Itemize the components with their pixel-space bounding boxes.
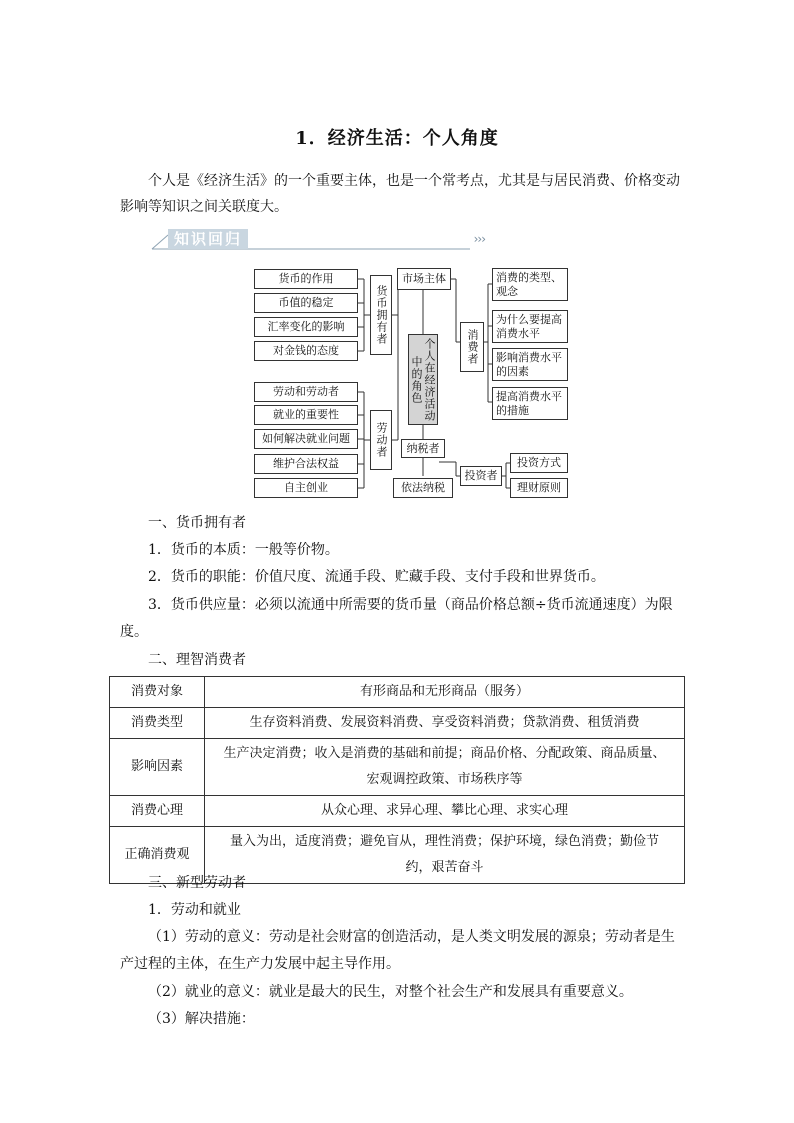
consumer-table xyxy=(109,676,685,884)
table-value-line: 约，艰苦奋斗 xyxy=(405,860,484,875)
section3-p1: （1）劳动的意义：劳动是社会财富的创造活动，是人类文明发展的源泉；劳动者是生 xyxy=(148,929,675,945)
node-finance-principles: 理财原则 xyxy=(510,478,568,498)
section1-item-3: 3．货币供应量：必须以流通中所需要的货币量（商品价格总额÷货币流通速度）为限 xyxy=(148,597,673,613)
node-individual-role: 个人在经济活动中的角色 xyxy=(408,334,438,425)
node-consumption-measures: 提高消费水平的措施 xyxy=(492,387,568,420)
section3-p2: （2）就业的意义：就业是最大的民生，对整个社会生产和发展具有重要意义。 xyxy=(148,984,633,1000)
table-row xyxy=(110,677,685,708)
table-value-line: 宏观调控政策、市场秩序等 xyxy=(366,772,523,787)
table-value-line: 生产决定消费；收入是消费的基础和前提；商品价格、分配政策、商品质量、 xyxy=(223,746,666,761)
node-currency-stability: 币值的稳定 xyxy=(254,293,358,313)
node-self-employment: 自主创业 xyxy=(254,478,358,498)
node-investor: 投资者 xyxy=(460,466,502,486)
intro-paragraph: 个人是《经济生活》的一个重要主体，也是一个常考点，尤其是与居民消费、价格变动影响等知识之间关联度大。 xyxy=(120,173,680,215)
table-row xyxy=(110,796,685,827)
table-row xyxy=(110,708,685,739)
table-value-line: 量入为出，适度消费；避免盲从，理性消费；保护环境，绿色消费；勤俭节 xyxy=(229,834,659,849)
section2-heading: 二、理智消费者 xyxy=(148,652,246,668)
node-investment-methods: 投资方式 xyxy=(510,453,568,473)
node-exchange-rate: 汇率变化的影响 xyxy=(254,317,358,337)
table-key: 影响因素 xyxy=(110,739,205,796)
node-pay-tax-lawfully: 依法纳税 xyxy=(393,478,453,498)
section1-item-3-cont: 度。 xyxy=(120,624,148,640)
chevron-right-icon: ››› xyxy=(473,232,485,246)
table-key: 消费心理 xyxy=(110,796,205,827)
table-value: 生存资料消费、发展资料消费、享受资料消费；贷款消费、租赁消费 xyxy=(205,708,685,739)
table-key: 正确消费观 xyxy=(110,827,205,884)
node-consumer: 消费者 xyxy=(460,322,484,372)
node-legal-rights: 维护合法权益 xyxy=(254,454,358,474)
banner-label: 知识回归 xyxy=(168,229,248,249)
node-laborer: 劳动者 xyxy=(370,410,392,470)
node-labor: 劳动和劳动者 xyxy=(254,382,358,402)
node-consumption-types: 消费的类型、观念 xyxy=(492,268,568,301)
section3-sub1: 1．劳动和就业 xyxy=(148,902,241,918)
node-solve-employment: 如何解决就业问题 xyxy=(254,429,358,449)
section3-p1-cont: 产过程的主体，在生产力发展中起主导作用。 xyxy=(120,956,400,972)
node-employment-importance: 就业的重要性 xyxy=(254,405,358,425)
table-value: 从众心理、求异心理、攀比心理、求实心理 xyxy=(205,796,685,827)
table-value xyxy=(205,739,685,796)
section3-heading: 三、新型劳动者 xyxy=(148,875,246,891)
table-row xyxy=(110,739,685,796)
table-key: 消费对象 xyxy=(110,677,205,708)
node-consumption-factors: 影响消费水平的因素 xyxy=(492,348,568,381)
section1-item-2: 2．货币的职能：价值尺度、流通手段、贮藏手段、支付手段和世界货币。 xyxy=(148,569,605,585)
table-key: 消费类型 xyxy=(110,708,205,739)
node-taxpayer: 纳税者 xyxy=(401,439,445,458)
table-value: 有形商品和无形商品（服务） xyxy=(205,677,685,708)
section3-p3: （3）解决措施： xyxy=(148,1011,255,1027)
node-money-attitude: 对金钱的态度 xyxy=(254,341,358,361)
page-title: 1．经济生活：个人角度 xyxy=(295,128,499,149)
table-value xyxy=(205,827,685,884)
node-money-holder: 货币拥有者 xyxy=(370,275,392,355)
node-raise-consumption-why: 为什么要提高消费水平 xyxy=(492,310,568,343)
concept-map xyxy=(240,262,580,502)
knowledge-review-banner xyxy=(150,229,485,251)
section1-item-1: 1．货币的本质：一般等价物。 xyxy=(148,542,339,558)
node-currency-role: 货币的作用 xyxy=(254,269,358,289)
section1-heading: 一、货币拥有者 xyxy=(148,515,246,531)
node-market-subject: 市场主体 xyxy=(397,268,451,290)
